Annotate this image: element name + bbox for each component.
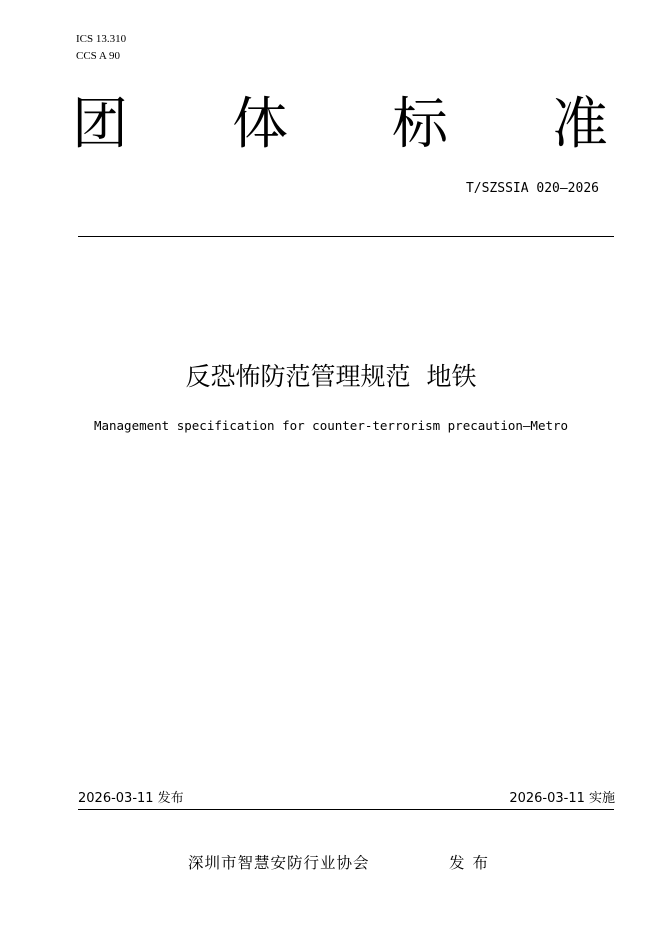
standard-type-char-3: 标: [392, 92, 448, 157]
ccs-code: CCS A 90: [76, 50, 121, 62]
title-english: Management specification for counter-terrorism precaution—Metro: [93, 418, 569, 433]
publisher-action: 发布: [449, 854, 497, 872]
bottom-divider: [78, 809, 614, 810]
title-chinese: 反恐怖防范管理规范 地铁: [185, 362, 477, 391]
standard-type-char-1: 团: [72, 92, 128, 157]
standard-type-char-4: 准: [552, 92, 608, 157]
top-divider: [78, 236, 614, 237]
ics-code: ICS 13.310: [76, 33, 127, 45]
implementation-date: 2026-03-11 实施: [509, 791, 615, 806]
standard-number: T/SZSSIA 020—2026: [465, 181, 599, 196]
standard-type-char-2: 体: [232, 92, 288, 157]
release-date: 2026-03-11 发布: [78, 791, 184, 806]
publisher-organization: 深圳市智慧安防行业协会: [188, 854, 370, 872]
